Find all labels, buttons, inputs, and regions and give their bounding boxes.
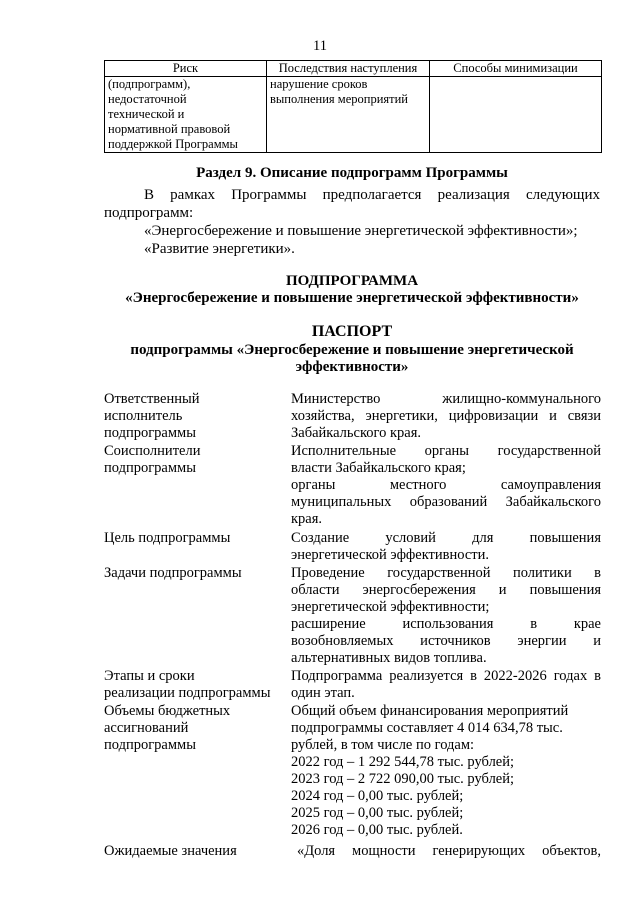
header-consequences: Последствия наступления bbox=[267, 61, 430, 77]
risk-cell bbox=[105, 77, 267, 153]
risk-line: нормативной правовой bbox=[108, 122, 231, 136]
risk-table-header bbox=[105, 61, 602, 77]
mitigation-cell bbox=[430, 77, 602, 153]
value-line: энергетической эффективности; bbox=[291, 599, 490, 615]
label-line: подпрограммы bbox=[104, 737, 196, 753]
subprogram-item-2: «Развитие энергетики». bbox=[144, 241, 295, 257]
label-line: реализации подпрограммы bbox=[104, 685, 271, 701]
table-row bbox=[105, 77, 602, 153]
risk-line: (подпрограмм), bbox=[108, 77, 191, 91]
subprogram-name: «Энергосбережение и повышение энергетической эффективности» bbox=[125, 290, 579, 306]
value-expected bbox=[291, 843, 601, 860]
subprogram-item-1: «Энергосбережение и повышение энергетической эффективности»; bbox=[144, 223, 578, 239]
value-line: Министерство жилищно-коммунального bbox=[291, 391, 601, 407]
value-line: «Доля мощности генерирующих объектов, bbox=[297, 843, 601, 859]
label-line: Ожидаемые значения bbox=[104, 843, 237, 859]
risk-table bbox=[104, 60, 602, 153]
value-line: возобновляемых источников энергии и bbox=[291, 633, 601, 649]
value-line: Проведение государственной политики в bbox=[291, 565, 601, 581]
label-coexecutors bbox=[104, 443, 282, 477]
risk-line: поддержкой Программы bbox=[108, 137, 238, 151]
value-tasks bbox=[291, 565, 601, 667]
value-line: расширение использования в крае bbox=[291, 616, 601, 632]
value-responsible bbox=[291, 391, 601, 442]
label-line: Задачи подпрограммы bbox=[104, 565, 242, 581]
label-line: подпрограммы bbox=[104, 460, 196, 476]
value-line: хозяйства, энергетики, цифровизации и связи bbox=[291, 408, 601, 424]
value-line: Создание условий для повышения bbox=[291, 530, 601, 546]
label-tasks bbox=[104, 565, 282, 582]
value-line: Исполнительные органы государственной bbox=[291, 443, 601, 459]
label-expected bbox=[104, 843, 282, 860]
value-coexecutors bbox=[291, 443, 601, 528]
passport-subtitle-2: эффективности» bbox=[295, 359, 409, 375]
consequence-cell bbox=[267, 77, 430, 153]
value-stages bbox=[291, 668, 601, 702]
value-line: Забайкальского края. bbox=[291, 425, 421, 441]
subprogram-heading: ПОДПРОГРАММА bbox=[285, 273, 419, 289]
consequence-line: выполнения мероприятий bbox=[270, 92, 408, 106]
intro-line-1 bbox=[104, 186, 600, 204]
label-line: Соисполнители bbox=[104, 443, 201, 459]
value-line: рублей, в том числе по годам: bbox=[291, 737, 475, 753]
passport-title: ПАСПОРТ bbox=[311, 323, 393, 340]
intro-text: В рамках Программы предполагается реализация следующих bbox=[144, 187, 600, 203]
value-line: 2025 год – 0,00 тыс. рублей; bbox=[291, 805, 464, 821]
value-line: подпрограммы составляет 4 014 634,78 тыс. bbox=[291, 720, 563, 736]
value-line: области энергосбережения и повышения bbox=[291, 582, 601, 598]
intro-line-2: подпрограмм: bbox=[104, 205, 194, 221]
label-line: исполнитель bbox=[104, 408, 183, 424]
consequence-line: нарушение сроков bbox=[270, 77, 368, 91]
label-line: Цель подпрограммы bbox=[104, 530, 231, 546]
label-line: Ответственный bbox=[104, 391, 200, 407]
value-line: 2024 год – 0,00 тыс. рублей; bbox=[291, 788, 464, 804]
value-line: органы местного самоуправления bbox=[291, 477, 601, 493]
header-mitigation: Способы минимизации bbox=[430, 61, 602, 77]
value-budget bbox=[291, 703, 601, 839]
page-number: 11 bbox=[313, 38, 327, 54]
label-line: Объемы бюджетных bbox=[104, 703, 231, 719]
value-line: альтернативных видов топлива. bbox=[291, 650, 487, 666]
value-line: Подпрограмма реализуется в 2022-2026 годах в bbox=[291, 668, 601, 684]
label-responsible bbox=[104, 391, 282, 442]
passport-subtitle-1: подпрограммы «Энергосбережение и повышение энергетической bbox=[130, 342, 574, 358]
label-line: ассигнований bbox=[104, 720, 189, 736]
label-stages bbox=[104, 668, 282, 702]
label-goal bbox=[104, 530, 282, 547]
label-budget bbox=[104, 703, 282, 754]
value-line: 2026 год – 0,00 тыс. рублей. bbox=[291, 822, 463, 838]
value-line: края. bbox=[291, 511, 323, 527]
value-goal bbox=[291, 530, 601, 564]
section-title: Раздел 9. Описание подпрограмм Программы bbox=[196, 165, 508, 181]
header-risk: Риск bbox=[105, 61, 267, 77]
value-line: энергетической эффективности. bbox=[291, 547, 490, 563]
value-line: власти Забайкальского края; bbox=[291, 460, 466, 476]
risk-line: недостаточной bbox=[108, 92, 187, 106]
value-line: один этап. bbox=[291, 685, 355, 701]
value-line: 2022 год – 1 292 544,78 тыс. рублей; bbox=[291, 754, 515, 770]
label-line: Этапы и сроки bbox=[104, 668, 195, 684]
risk-line: технической и bbox=[108, 107, 185, 121]
value-line: Общий объем финансирования мероприятий bbox=[291, 703, 569, 719]
label-line: подпрограммы bbox=[104, 425, 196, 441]
value-line: муниципальных образований Забайкальского bbox=[291, 494, 601, 510]
value-line: 2023 год – 2 722 090,00 тыс. рублей; bbox=[291, 771, 515, 787]
